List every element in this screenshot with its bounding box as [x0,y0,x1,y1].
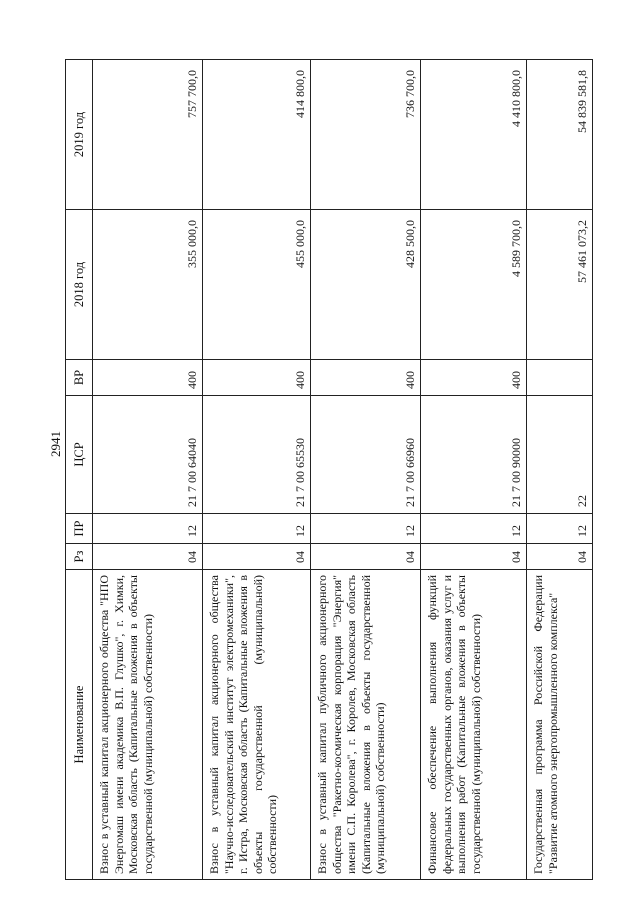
row-csr: 21 7 00 64040 [93,396,203,514]
row-2019: 4 410 800,0 [421,60,527,210]
table-row [93,60,203,880]
row-rz: 04 [93,544,203,570]
row-2019: 54 839 581,8 [527,60,593,210]
row-vr: 400 [311,360,421,396]
row-name: Финансовое обеспечение выполнения функций федеральных государственных органов, оказания услуг и выполнения работ (Капитальные вложения в объекты государственной (муниципальной) собственности) [421,570,527,880]
header-vr: ВР [66,360,93,396]
row-pr: 12 [421,514,527,544]
table-header-row [66,60,93,880]
table-row [421,60,527,880]
row-rz: 04 [527,544,593,570]
header-pr: ПР [66,514,93,544]
row-vr [527,360,593,396]
row-2019: 414 800,0 [203,60,311,210]
row-name: Государственная программа Российской Федерации "Развитие атомного энергопромышленного комплекса" [527,570,593,880]
row-2019: 736 700,0 [311,60,421,210]
budget-table-container [65,60,605,880]
row-vr: 400 [421,360,527,396]
header-rz: Рз [66,544,93,570]
page-number: 2941 [48,431,63,457]
table-row [203,60,311,880]
row-vr: 400 [203,360,311,396]
rotated-table-frame [65,60,605,880]
row-rz: 04 [311,544,421,570]
row-rz: 04 [421,544,527,570]
row-pr: 12 [311,514,421,544]
header-csr: ЦСР [66,396,93,514]
row-vr: 400 [93,360,203,396]
header-name: Наименование [66,570,93,880]
row-2018: 455 000,0 [203,210,311,360]
row-name: Взнос в уставный капитал акционерного общества "НПО Энергомаш имени академика В.П. Глушко", г. Химки, Московская область (Капитальные вложения в объекты государственной (муниципальной) собственности) [93,570,203,880]
row-csr: 21 7 00 65530 [203,396,311,514]
row-2018: 355 000,0 [93,210,203,360]
row-csr: 21 7 00 90000 [421,396,527,514]
row-pr: 12 [203,514,311,544]
row-2018: 428 500,0 [311,210,421,360]
header-2019: 2019 год [66,60,93,210]
row-csr: 21 7 00 66960 [311,396,421,514]
row-pr: 12 [93,514,203,544]
row-2018: 57 461 073,2 [527,210,593,360]
row-rz: 04 [203,544,311,570]
row-2019: 757 700,0 [93,60,203,210]
budget-table [65,59,593,880]
row-csr: 22 [527,396,593,514]
row-name: Взнос в уставный капитал акционерного общества "Научно-исследовательский институт электромеханики", г. Истра, Московская область (Капитальные вложения в объекты государственной (муниципальной) собственности) [203,570,311,880]
row-pr: 12 [527,514,593,544]
table-row [527,60,593,880]
row-name: Взнос в уставный капитал публичного акционерного общества "Ракетно-космическая корпорация "Энергия" имени С.П. Королева", г. Королев, Московская область (Капитальные вложения в объекты государственной (муниципальной) собственности) [311,570,421,880]
row-2018: 4 589 700,0 [421,210,527,360]
header-2018: 2018 год [66,210,93,360]
table-row [311,60,421,880]
